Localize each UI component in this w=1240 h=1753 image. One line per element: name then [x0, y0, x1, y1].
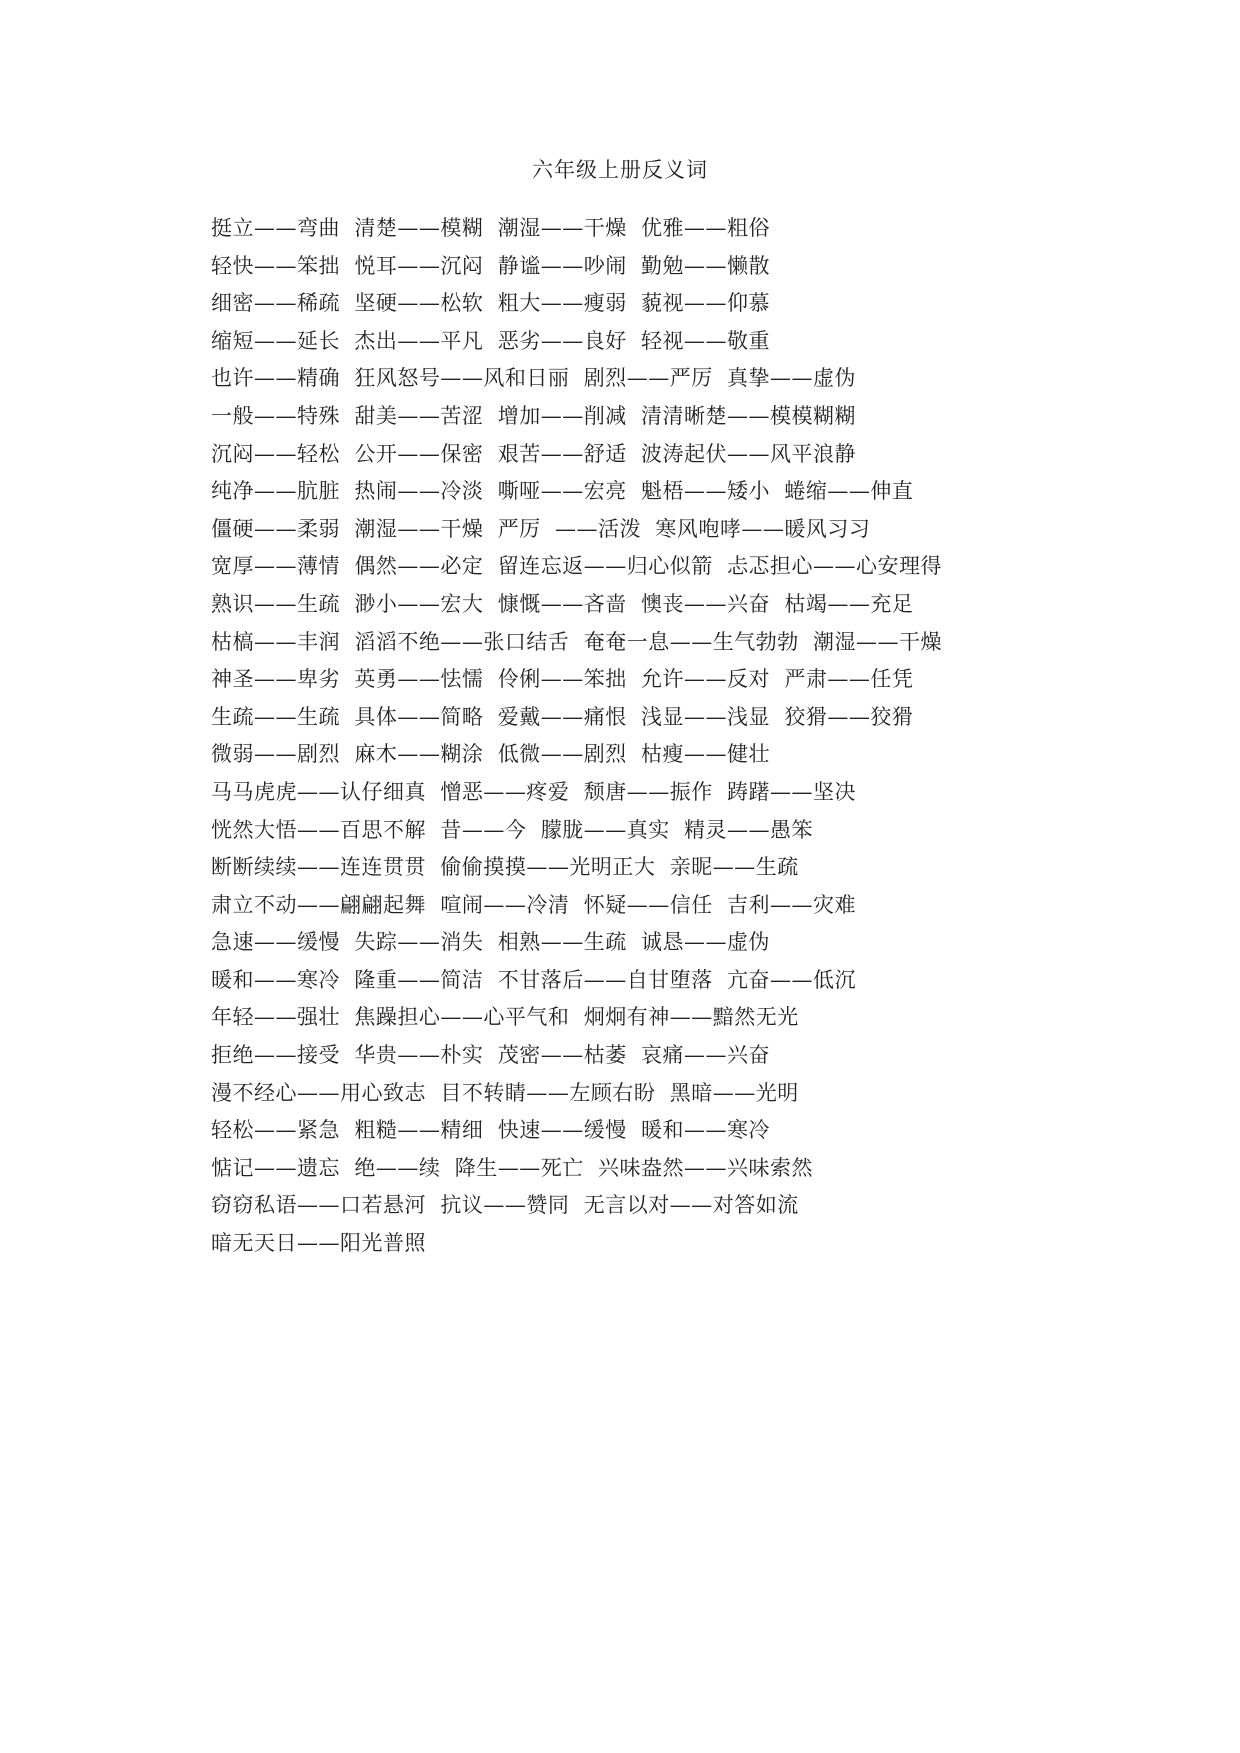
antonym-line: 也许——精确 狂风怒号——风和日丽 剧烈——严厉 真挚——虚伪	[211, 366, 857, 391]
antonym-line: 纯净——肮脏 热闹——冷淡 嘶哑——宏亮 魁梧——矮小 蜷缩——伸直	[211, 479, 914, 504]
antonym-line: 生疏——生疏 具体——简略 爱戴——痛恨 浅显——浅显 狡猾——狡猾	[211, 704, 914, 729]
antonym-line: 一般——特殊 甜美——苦涩 增加——削减 清清晰楚——模模糊糊	[211, 403, 857, 428]
antonym-line: 缩短——延长 杰出——平凡 恶劣——良好 轻视——敬重	[211, 328, 771, 353]
antonym-line: 马马虎虎——认仔细真 憎恶——疼爱 颓唐——振作 踌躇——坚决	[211, 779, 857, 804]
antonym-line: 细密——稀疏 坚硬——松软 粗大——瘦弱 藐视——仰慕	[211, 291, 771, 316]
antonym-line: 肃立不动——翩翩起舞 喧闹——冷清 怀疑——信任 吉利——灾难	[211, 892, 857, 917]
antonym-line: 拒绝——接受 华贵——朴实 茂密——枯萎 哀痛——兴奋	[211, 1043, 771, 1068]
antonym-line: 漫不经心——用心致志 目不转睛——左顾右盼 黑暗——光明	[211, 1080, 799, 1105]
antonym-line: 沉闷——轻松 公开——保密 艰苦——舒适 波涛起伏——风平浪静	[211, 441, 857, 466]
antonym-line: 微弱——剧烈 麻木——糊涂 低微——剧烈 枯瘦——健壮	[211, 742, 771, 767]
antonym-line: 枯槁——丰润 滔滔不绝——张口结舌 奄奄一息——生气勃勃 潮湿——干燥	[211, 629, 943, 654]
antonym-line: 暗无天日——阳光普照	[211, 1231, 426, 1256]
antonym-line: 轻快——笨拙 悦耳——沉闷 静谧——吵闹 勤勉——懒散	[211, 253, 771, 278]
antonym-line: 断断续续——连连贯贯 偷偷摸摸——光明正大 亲昵——生疏	[211, 855, 799, 880]
antonym-line: 惦记——遗忘 绝——续 降生——死亡 兴味盎然——兴味索然	[211, 1155, 814, 1180]
antonym-line: 急速——缓慢 失踪——消失 相熟——生疏 诚恳——虚伪	[211, 930, 771, 955]
antonym-line: 挺立——弯曲 清楚——模糊 潮湿——干燥 优雅——粗俗	[211, 216, 771, 240]
antonym-line: 暖和——寒冷 隆重——简洁 不甘落后——自甘堕落 亢奋——低沉	[211, 967, 857, 992]
antonym-line: 年轻——强壮 焦躁担心——心平气和 炯炯有神——黯然无光	[211, 1005, 799, 1030]
antonym-list	[211, 210, 942, 1263]
antonym-line: 轻松——紧急 粗糙——精细 快速——缓慢 暖和——寒冷	[211, 1118, 771, 1143]
page-title: 六年级上册反义词	[532, 158, 708, 182]
antonym-line: 神圣——卑劣 英勇——怯懦 伶俐——笨拙 允许——反对 严肃——任凭	[211, 667, 914, 692]
antonym-line: 宽厚——薄情 偶然——必定 留连忘返——归心似箭 忐忑担心——心安理得	[211, 554, 943, 579]
antonym-line: 熟识——生疏 渺小——宏大 慷慨——吝啬 懊丧——兴奋 枯竭——充足	[211, 591, 914, 616]
antonym-line: 恍然大悟——百思不解 昔——今 朦胧——真实 精灵——愚笨	[211, 817, 814, 842]
antonym-line: 僵硬——柔弱 潮湿——干燥 严厉 ——活泼 寒风咆哮——暖风习习	[211, 516, 871, 541]
antonym-line: 窃窃私语——口若悬河 抗议——赞同 无言以对——对答如流	[211, 1193, 799, 1218]
